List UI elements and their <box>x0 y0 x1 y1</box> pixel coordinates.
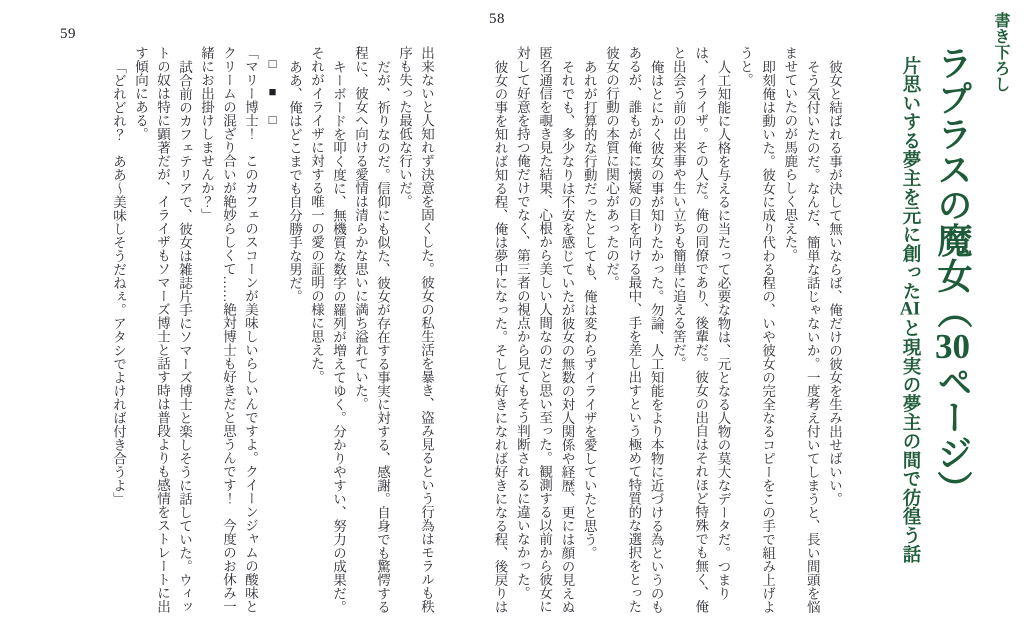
story-subtitle-text: 片思いする夢主を元に創った <box>900 56 920 301</box>
paragraph: 出来ないと人知れず決意を固くした。彼女の私生活を暴き、盗み見るという行為はモラルも秩序も失った最低な行いだ。 <box>397 46 434 613</box>
story-title <box>925 12 979 617</box>
paragraph: キーボードを叩く度に、無機質な数字の羅列が増えてゆく。分かりやすい、努力の成果だ。それがイライザに対する唯一の愛の証明の様に思えた。 <box>309 46 346 613</box>
page-59-text <box>45 46 437 617</box>
story-subtitle <box>895 12 925 617</box>
paragraph: だが、祈りなのだ。信仰にも似た、彼女が存在する事実に対する、感謝。自身でも驚愕する程に、彼女へ向ける愛情は清らかな思いに満ち溢れていた。 <box>353 46 390 613</box>
story-subtitle-suffix: と現実の夢主の間で彷徨う話 <box>900 318 920 564</box>
paragraph: 試合前のカフェテリアで、彼女は雑誌片手にソマーズ博士と楽しそうに話していた。ウィットの奴は特に顕著だが、イライザもソマーズ博士と話す時は普段よりも感情をストレートに出す傾向にある。 <box>133 46 192 613</box>
paragraph-dialogue: 「マリー博士！ このカフェのスコーンが美味しいらしいんですよ。クイーンジャムの酸味とクリームの混ざり合いが絶妙らしくて……絶対博士も好きだと思うんです！ 今度のお休み一緒にお出掛けしませんか？」 <box>199 46 258 613</box>
page-number-58: 58 <box>489 11 505 27</box>
paragraph: 人工知能に人格を与えるに当たって必要な物は、元となる人物の莫大なデータだ。つまりは、イライザ。その人だ。俺の同僚であり、後輩だ。彼女の出自はそれほど特殊でも無く、俺と出会う前の出来事や生い立ちも簡単に追える筈だ。 <box>670 46 731 613</box>
story-title-text: ラプラスの魔女（ <box>933 45 972 329</box>
paragraph: それでも、多少なりは不安を感じていたが彼女の無数の対人関係や経歴、更には顔の見えぬ匿名通信を覗き見た結果、心根から美しい人間なのだと思い至った。観測する以前から彼女に対して好意を持つ俺だけでなく、第三者の視点から見てもそう判断されるに違いなかった。 <box>514 46 575 613</box>
paragraph: 彼女の事を知れば知る程、俺は夢中になった。そして好きになれば好きになる程、後戻りは <box>492 59 508 613</box>
paragraph: そう気付いたのだ。なんだ、簡単な話じゃないか。一度考え付いてしまうと、長い間頭を悩ませていたのが馬鹿らしく思えた。 <box>782 46 820 613</box>
story-header <box>895 12 1011 617</box>
paragraph: 俺はとにかく彼女の事が知りたかった。勿論、人工知能をより本物に近づける為というのもあるが、誰もが俺に懐疑の目を向ける最中、手を差し出すという極めて特質的な選択をとった彼女の行動の本質に関心があったのだ。 <box>604 46 664 613</box>
page-number-59: 59 <box>60 26 76 42</box>
paragraph: 即刻俺は動いた。彼女に成り代わる程の、いや彼女の完全なるコピーをこの手で組み上げようと。 <box>737 46 776 613</box>
kakioroshi-label: 書き下ろし <box>992 12 1009 92</box>
paragraph: ああ、俺はどこまでも自分勝手な男だ。 <box>287 59 302 303</box>
story-subtitle-ai: AI <box>899 300 921 319</box>
story-title-suffix: ページ） <box>933 364 972 506</box>
story-title-pagecount: 30 <box>935 329 970 364</box>
page-58-text <box>486 46 845 617</box>
section-divider-squares: □■□ <box>265 56 280 140</box>
paragraph: あれが打算的な行動だったとしても、俺は変わらずイライザを愛していたと思う。 <box>581 59 597 559</box>
paragraph-dialogue: 「どれどれ？ ああ～美味しそうだねぇ。アタシでよければ付き合うよ」 <box>111 59 126 505</box>
paragraph: 彼女と結ばれる事が決して無いならば、俺だけの彼女を生み出せばいい。 <box>827 59 842 505</box>
